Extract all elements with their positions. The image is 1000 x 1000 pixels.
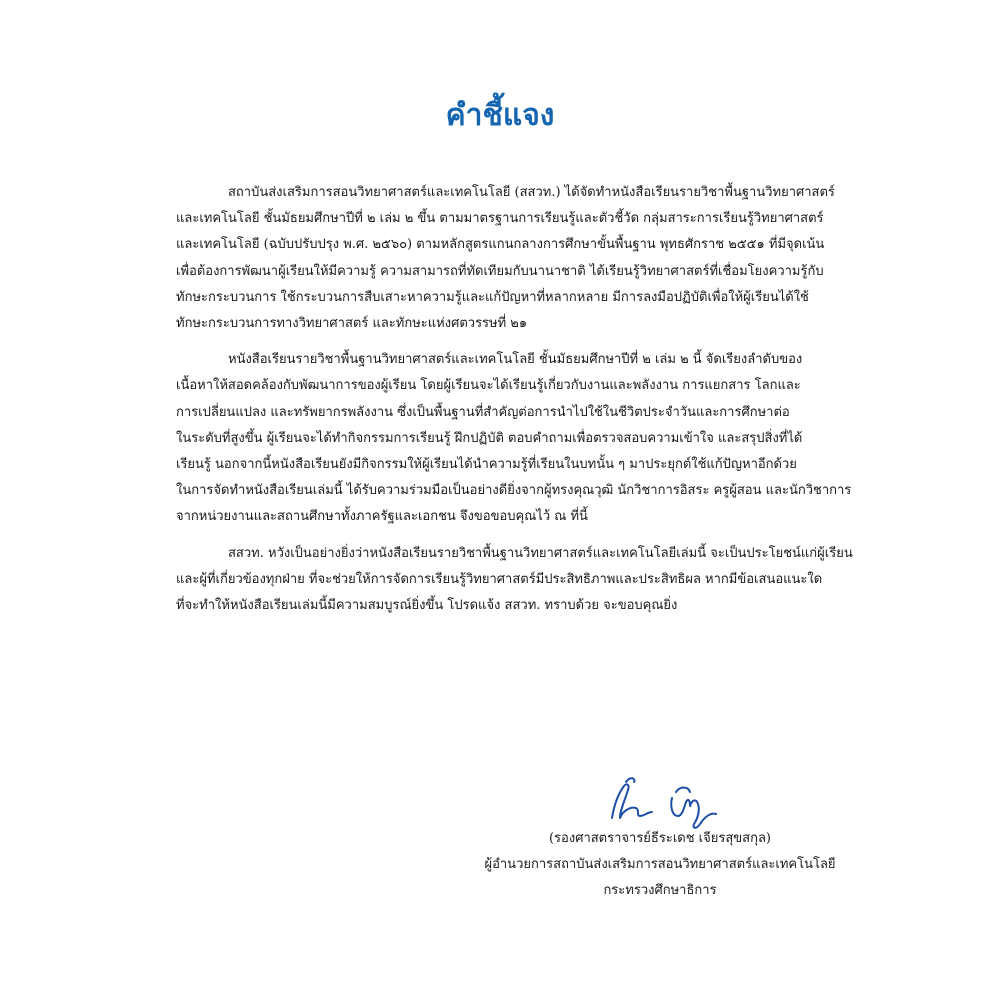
paragraph-line: และเทคโนโลยี ชั้นมัธยมศึกษาปีที่ ๒ เล่ม ๒ ขึ้น ตามมาตรฐานการเรียนรู้และตัวชี้วัด กลุ่มสาระการเรียนรู้วิทยาศาสตร์ [176,211,824,227]
paragraph-line: เพื่อต้องการพัฒนาผู้เรียนให้มีความรู้ ความสามารถที่ทัดเทียมกับนานาชาติ ได้เรียนรู้วิทยาศาสตร์ที่เชื่อมโยงความรู้กับ [176,263,824,279]
paragraph-3 [176,541,853,620]
paragraph-line: สสวท. หวังเป็นอย่างยิ่งว่าหนังสือเรียนรายวิชาพื้นฐานวิทยาศาสตร์และเทคโนโลยีเล่มนี้ จะเป็นประโยชน์แก่ผู้เรียน [228,545,853,561]
paragraph-line: ในระดับที่สูงขึ้น ผู้เรียนจะได้ทำกิจกรรมการเรียนรู้ ฝึกปฏิบัติ ตอบคำถามเพื่อตรวจสอบความเข้าใจ และสรุปสิ่งที่ได้ [176,430,803,446]
paragraph-line: และเทคโนโลยี (ฉบับปรับปรุง พ.ศ. ๒๕๖๐) ตามหลักสูตรแกนกลางการศึกษาขั้นพื้นฐาน พุทธศักราช ๒๕๕๑ ที่มีจุดเน้น [176,237,825,253]
paragraph-line: ในการจัดทำหนังสือเรียนเล่มนี้ ได้รับความร่วมมือเป็นอย่างดียิ่งจากผู้ทรงคุณวุฒิ นักวิชาการอิสระ ครูผู้สอน และนักวิชาการ [176,483,852,499]
paragraph-line: เรียนรู้ นอกจากนี้หนังสือเรียนยังมีกิจกรรมให้ผู้เรียนได้นำความรู้ที่เรียนในบทนั้น ๆ มาประยุกต์ใช้แก้ปัญหาอีกด้วย [176,457,797,473]
paragraph-line: สถาบันส่งเสริมการสอนวิทยาศาสตร์และเทคโนโลยี (สสวท.) ได้จัดทำหนังสือเรียนรายวิชาพื้นฐานวิทยาศาสตร์ [228,185,835,200]
paragraph-line: การเปลี่ยนแปลง และทรัพยากรพลังงาน ซึ่งเป็นพื้นฐานที่สำคัญต่อการนำไปใช้ในชีวิตประจำวันและการศึกษาต่อ [176,404,790,420]
handwritten-signature [600,772,740,832]
signatory-position: ผู้อำนวยการสถาบันส่งเสริมการสอนวิทยาศาสตร์และเทคโนโลยี [484,857,836,872]
paragraph-1 [176,180,835,337]
paragraph-line: จากหน่วยงานและสถานศึกษาทั้งภาครัฐและเอกชน จึงขอขอบคุณไว้ ณ ที่นี้ [176,509,588,525]
paragraph-line: ทักษะกระบวนการ ใช้กระบวนการสืบเสาะหาความรู้และแก้ปัญหาที่หลากหลาย มีการลงมือปฏิบัติเพื่อให้ผู้เรียนได้ใช้ [176,289,809,305]
paragraph-line: เนื้อหาให้สอดคล้องกับพัฒนาการของผู้เรียน โดยผู้เรียนจะได้เรียนรู้เกี่ยวกับงานและพลังงาน การแยกสาร โลกและ [176,378,801,394]
paragraph-line: ที่จะทำให้หนังสือเรียนเล่มนี้มีความสมบูรณ์ยิ่งขึ้น โปรดแจ้ง สสวท. ทราบด้วย จะขอบคุณยิ่ง [176,598,678,614]
paragraph-line: หนังสือเรียนรายวิชาพื้นฐานวิทยาศาสตร์และเทคโนโลยี ชั้นมัธยมศึกษาปีที่ ๒ เล่ม ๒ นี้ จัดเรียงลำดับของ [228,352,803,368]
signature-block [470,826,850,904]
document-body [176,180,853,629]
signatory-organization: กระทรวงศึกษาธิการ [603,883,717,898]
signatory-name: (รองศาสตราจารย์ธีระเดช เจียรสุขสกุล) [548,831,771,846]
paragraph-line: และผู้ที่เกี่ยวข้องทุกฝ่าย ที่จะช่วยให้การจัดการเรียนรู้วิทยาศาสตร์มีประสิทธิภาพและประสิทธิผล หากมีข้อเสนอแนะใด [176,571,823,587]
paragraph-2 [176,347,852,530]
paragraph-line: ทักษะกระบวนการทางวิทยาศาสตร์ และทักษะแห่งศตวรรษที่ ๒๑ [176,316,528,332]
page-title: คำชี้แจง [445,98,555,133]
